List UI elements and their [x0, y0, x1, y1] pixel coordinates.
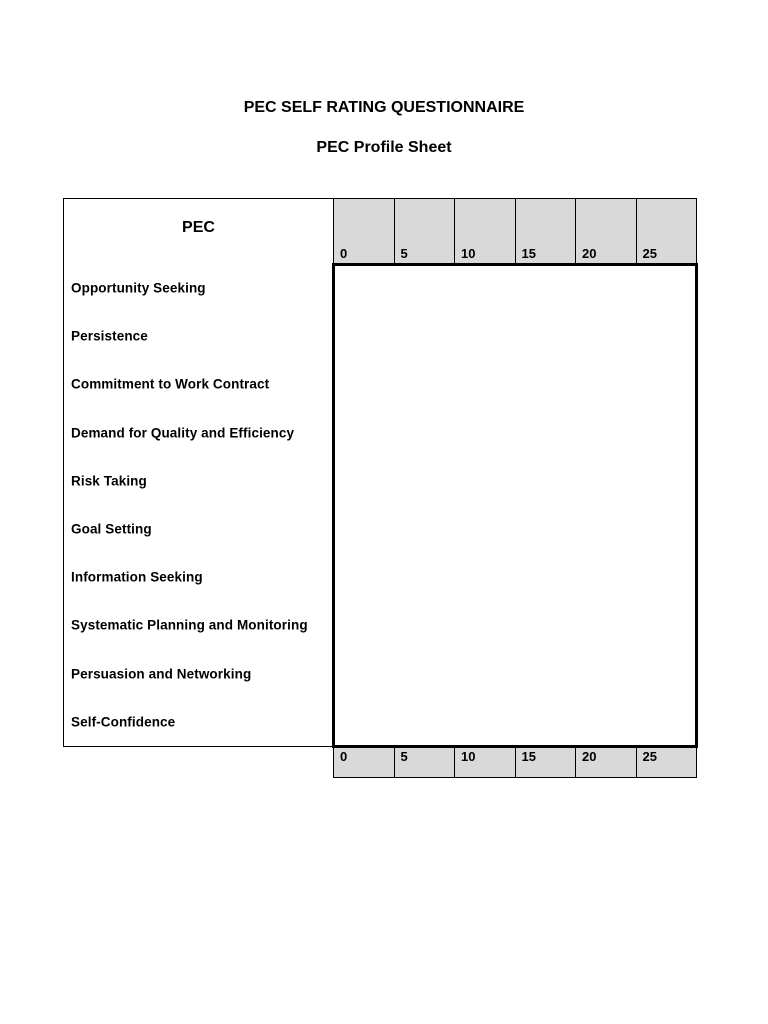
- scale-value-bottom: 20: [582, 749, 597, 764]
- pec-row-label: [63, 264, 333, 313]
- rating-cell[interactable]: [575, 312, 637, 361]
- rating-cell[interactable]: [636, 698, 698, 747]
- page-title: PEC SELF RATING QUESTIONNAIRE: [243, 99, 525, 116]
- pec-name: Self-Confidence: [71, 714, 176, 730]
- rating-cell[interactable]: [515, 698, 577, 747]
- rating-cell[interactable]: [394, 505, 456, 554]
- rating-cell[interactable]: [454, 457, 516, 506]
- pec-row-label: [63, 650, 333, 699]
- scale-value-top: 10: [461, 246, 476, 261]
- pec-name: Information Seeking: [71, 569, 203, 585]
- scale-value-bottom: 25: [642, 749, 657, 764]
- rating-cell[interactable]: [636, 505, 698, 554]
- pec-name: Commitment to Work Contract: [71, 376, 270, 392]
- rating-cell[interactable]: [333, 553, 395, 602]
- scale-footer-cell: [575, 746, 637, 778]
- pec-row-label: [63, 698, 333, 747]
- rating-cell[interactable]: [394, 698, 456, 747]
- rating-cell[interactable]: [636, 264, 698, 313]
- scale-value-top: 15: [521, 246, 536, 261]
- rating-cell[interactable]: [333, 264, 395, 313]
- scale-value-bottom: 10: [461, 749, 476, 764]
- scale-header-cell: [454, 198, 516, 265]
- rating-cell[interactable]: [515, 457, 577, 506]
- rating-cell[interactable]: [636, 457, 698, 506]
- rating-cell[interactable]: [333, 650, 395, 699]
- rating-cell[interactable]: [515, 360, 577, 409]
- scale-footer-cell: [454, 746, 516, 778]
- scale-value-top: 5: [400, 246, 408, 261]
- pec-profile-table: [63, 198, 697, 778]
- rating-cell[interactable]: [636, 312, 698, 361]
- rating-cell[interactable]: [515, 264, 577, 313]
- rating-cell[interactable]: [575, 264, 637, 313]
- scale-value-bottom: 0: [340, 749, 348, 764]
- scale-header-cell: [515, 198, 577, 265]
- scale-footer-cell: [333, 746, 395, 778]
- rating-cell[interactable]: [394, 650, 456, 699]
- rating-cell[interactable]: [515, 553, 577, 602]
- pec-name: Opportunity Seeking: [71, 280, 206, 296]
- pec-row-label: [63, 360, 333, 409]
- pec-name: Goal Setting: [71, 521, 152, 537]
- rating-cell[interactable]: [636, 409, 698, 458]
- rating-cell[interactable]: [515, 601, 577, 650]
- rating-cell[interactable]: [333, 409, 395, 458]
- rating-cell[interactable]: [333, 312, 395, 361]
- pec-name: Demand for Quality and Efficiency: [71, 425, 295, 441]
- rating-cell[interactable]: [454, 650, 516, 699]
- pec-row-label: [63, 601, 333, 650]
- rating-cell[interactable]: [333, 360, 395, 409]
- pec-row-label: [63, 312, 333, 361]
- rating-cell[interactable]: [333, 601, 395, 650]
- scale-header-cell: [333, 198, 395, 265]
- rating-cell[interactable]: [394, 360, 456, 409]
- pec-row-label: [63, 505, 333, 554]
- rating-cell[interactable]: [454, 698, 516, 747]
- scale-header-cell: [636, 198, 698, 265]
- rating-cell[interactable]: [636, 650, 698, 699]
- pec-row-label: [63, 553, 333, 602]
- scale-value-top: 0: [340, 246, 348, 261]
- rating-cell[interactable]: [454, 360, 516, 409]
- pec-column-header: [63, 198, 334, 265]
- scale-value-bottom: 5: [400, 749, 408, 764]
- pec-name: Persistence: [71, 328, 148, 344]
- rating-cell[interactable]: [454, 505, 516, 554]
- rating-cell[interactable]: [515, 409, 577, 458]
- rating-cell[interactable]: [636, 601, 698, 650]
- rating-cell[interactable]: [394, 312, 456, 361]
- scale-header-cell: [575, 198, 637, 265]
- rating-cell[interactable]: [575, 409, 637, 458]
- rating-cell[interactable]: [575, 601, 637, 650]
- rating-cell[interactable]: [333, 698, 395, 747]
- page-subtitle: PEC Profile Sheet: [316, 139, 452, 156]
- rating-cell[interactable]: [454, 409, 516, 458]
- scale-footer-cell: [515, 746, 577, 778]
- rating-cell[interactable]: [575, 553, 637, 602]
- rating-cell[interactable]: [515, 505, 577, 554]
- pec-name: Persuasion and Networking: [71, 666, 252, 682]
- pec-header-label: PEC: [182, 219, 215, 236]
- scale-value-top: 20: [582, 246, 597, 261]
- pec-name: Risk Taking: [71, 473, 147, 489]
- rating-cell[interactable]: [515, 650, 577, 699]
- pec-name: Systematic Planning and Monitoring: [71, 617, 308, 633]
- rating-cell[interactable]: [454, 601, 516, 650]
- rating-cell[interactable]: [333, 505, 395, 554]
- rating-cell[interactable]: [575, 505, 637, 554]
- rating-cell[interactable]: [575, 650, 637, 699]
- rating-cell[interactable]: [394, 601, 456, 650]
- rating-cell[interactable]: [394, 409, 456, 458]
- rating-cell[interactable]: [394, 264, 456, 313]
- rating-cell[interactable]: [454, 553, 516, 602]
- rating-cell[interactable]: [636, 553, 698, 602]
- rating-cell[interactable]: [454, 312, 516, 361]
- scale-value-top: 25: [642, 246, 657, 261]
- scale-header-cell: [394, 198, 456, 265]
- scale-footer-cell: [394, 746, 456, 778]
- rating-cell[interactable]: [575, 457, 637, 506]
- pec-row-label: [63, 409, 333, 458]
- rating-cell[interactable]: [394, 553, 456, 602]
- rating-cell[interactable]: [515, 312, 577, 361]
- pec-row-label: [63, 457, 333, 506]
- scale-value-bottom: 15: [521, 749, 536, 764]
- scale-footer-cell: [636, 746, 698, 778]
- rating-cell[interactable]: [394, 457, 456, 506]
- rating-cell[interactable]: [636, 360, 698, 409]
- rating-cell[interactable]: [575, 698, 637, 747]
- rating-cell[interactable]: [454, 264, 516, 313]
- rating-cell[interactable]: [333, 457, 395, 506]
- rating-cell[interactable]: [575, 360, 637, 409]
